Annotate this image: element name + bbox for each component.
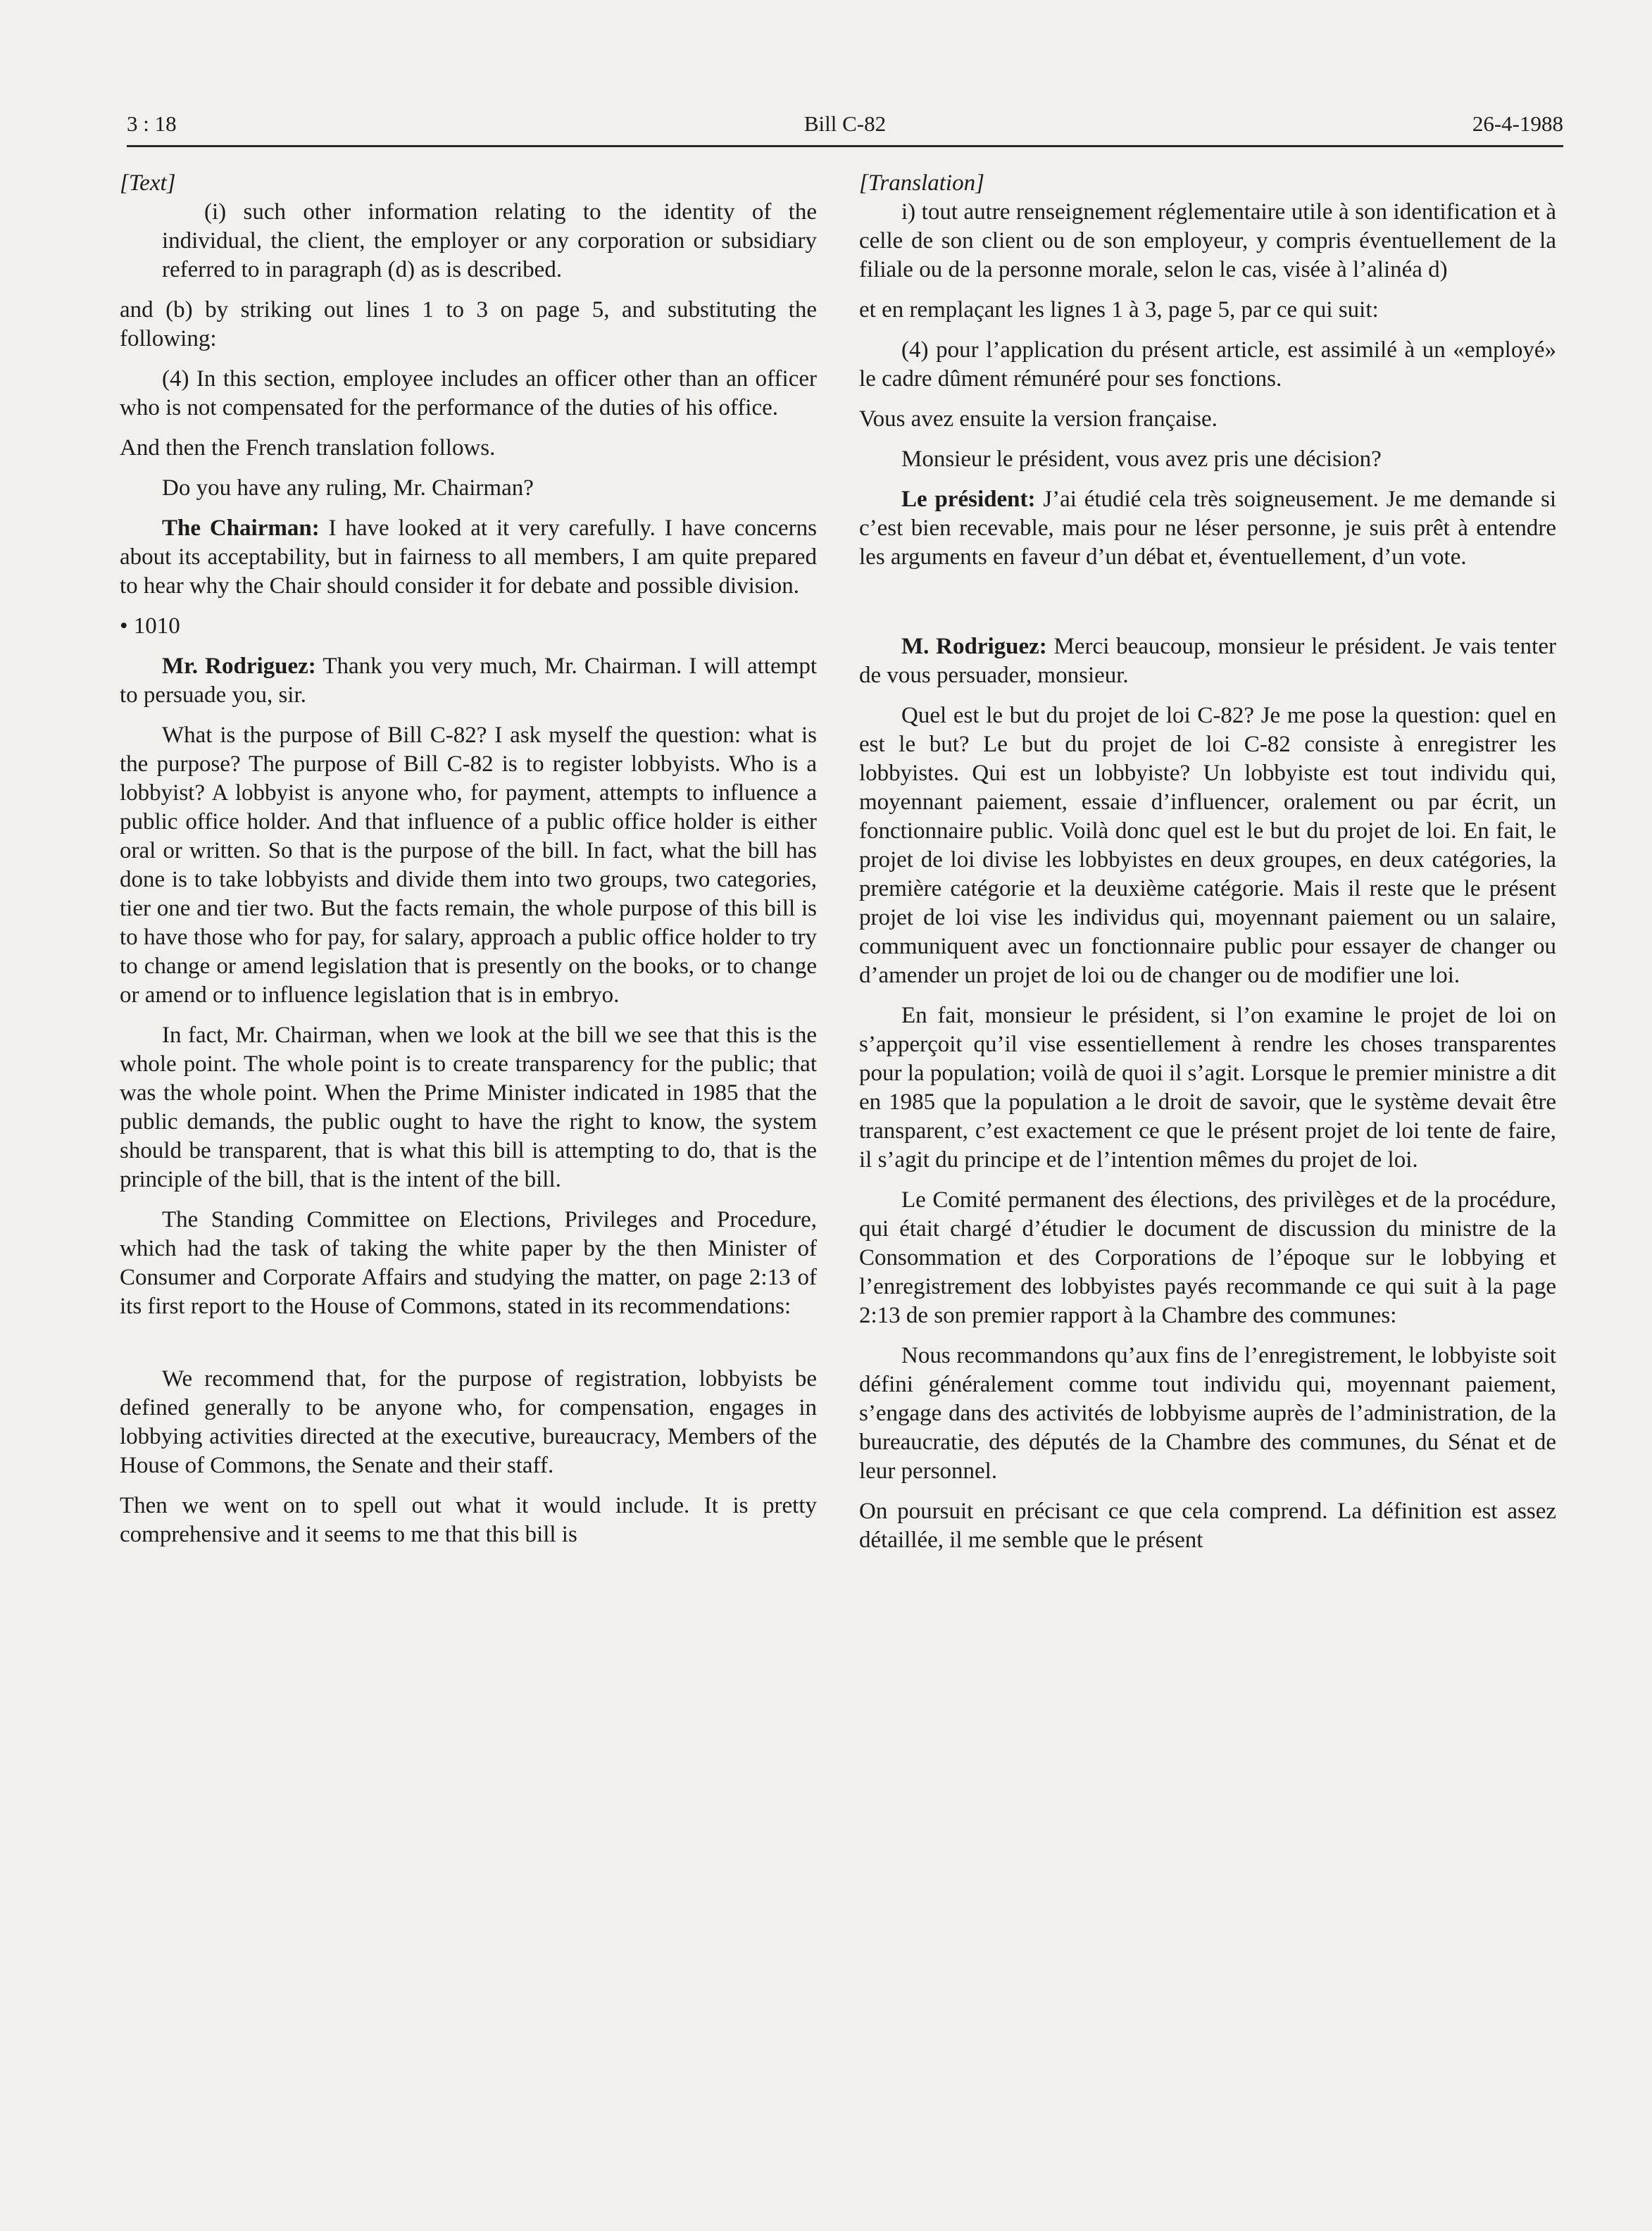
english-column (120, 169, 817, 1561)
paragraph-committee: The Standing Committee on Elections, Privileges and Procedure, which had the task of taking the white paper by the then Minister of Consumer and Corporate Affairs and studying the matter, on page 2:13 of its first report to the House of Commons, stated in its recommendations: (120, 1207, 817, 1319)
speaker-name: Le président: (901, 487, 1036, 512)
translation-label: [Translation] (859, 170, 984, 196)
speaker-name: M. Rodriguez: (901, 634, 1047, 659)
paragraph-purpose: Quel est le but du projet de loi C-82? Je me pose la question: quel en est le but? Le but du projet de loi C-82 consiste à enregistrer les lobbyistes. Qui est un lobbyiste? Un lobbyiste est tout individu qui, moyennant paiement, essaie d’influencer, oralement ou par écrit, un fonctionnaire public. Voilà donc quel est le but du projet de loi. En fait, le projet de loi divise les lobbyistes en deux groupes, en deux catégories, la première catégorie et la deuxième catégorie. Mais il reste que le présent projet de loi vise les individus qui, moyennant paiement ou un salaire, communiquent avec un fonctionnaire public pour essayer de changer ou d’amender un projet de loi ou de changer ou de modifier une loi. (859, 703, 1556, 988)
ruling-question: Do you have any ruling, Mr. Chairman? (162, 475, 534, 501)
paragraph-continuation: Then we went on to spell out what it would include. It is pretty comprehensive and it seems to me that this bill is (120, 1493, 817, 1547)
paragraph-purpose: What is the purpose of Bill C-82? I ask myself the question: what is the purpose? The purpose of Bill C-82 is to register lobbyists. Who is a lobbyist? A lobbyist is anyone who, for payment, attempts to influence a public office holder. And that influence of a public office holder is either oral or written. So that is the purpose of the bill. In fact, what the bill has done is to take lobbyists and divide them into two groups, two categories, tier one and tier two. But the facts remain, the whole purpose of this bill is to have those who for pay, for salary, approach a public office holder to try to change or amend legislation that is presently on the books, or to change or amend or to influence legislation that is in embryo. (120, 723, 817, 1008)
item-i: i) tout autre renseignement réglementaire utile à son identification et à celle de son client ou de son employeur, y compris éventuellement de la filiale ou de la personne morale, selon le cas, visée à l’alinéa d) (859, 199, 1556, 282)
recommendation-quote: We recommend that, for the purpose of registration, lobbyists be defined generally to be anyone who, for compensation, engages in lobbying activities directed at the executive, bureaucracy, Members of the House of Commons, the Senate and their staff. (120, 1366, 817, 1478)
timestamp: • 1010 (120, 613, 180, 639)
paragraph-transparency: In fact, Mr. Chairman, when we look at the bill we see that this is the whole point. The whole point is to create transparency for the public; that was the whole point. When the Prime Minister indicated in 1985 that the public demands, the public ought to have the right to know, the system should be transparent, that is what this bill is attempting to do, that is the principle of the bill, that is the intent of the bill. (120, 1023, 817, 1192)
recommendation-quote: Nous recommandons qu’aux fins de l’enregistrement, le lobbyiste soit défini généralement comme tout individu qui, moyennant paiement, s’engage dans des activités de lobbyisme auprès de l’administration, de la bureaucratie, des députés de la Chambre des communes, du Sénat et de leur personnel. (859, 1343, 1556, 1484)
page-header (127, 111, 1563, 147)
remark-text: Thank you very much, Mr. Chairman. I will attempt to persuade you, sir. (120, 654, 818, 708)
rodriguez-remark (859, 632, 1556, 690)
amendment-b: et en remplaçant les lignes 1 à 3, page 5, par ce qui suit: (859, 297, 1379, 323)
chairman-remark (859, 485, 1556, 572)
remark-text: I have looked at it very carefully. I have concerns about its acceptability, but in fairness to all members, I am quite prepared to hear why the Chair should consider it for debate and possible division. (120, 515, 818, 599)
session-date: 26-4-1988 (1472, 111, 1563, 136)
subsection-4: (4) pour l’application du présent article, est assimilé à un «employé» le cadre dûment rémunéré pour ses fonctions. (859, 337, 1556, 392)
remark-text: J’ai étudié cela très soigneusement. Je me demande si c’est bien recevable, mais pour ne léser personne, je suis prêt à entendre les arguments en faveur d’un débat et, éventuellement, d’un vote. (859, 487, 1557, 570)
french-follows: Vous avez ensuite la version française. (859, 406, 1218, 432)
speaker-name: The Chairman: (162, 515, 320, 541)
french-column (859, 169, 1556, 1566)
chairman-remark (120, 514, 817, 601)
paragraph-continuation: On poursuit en précisant ce que cela comprend. La définition est assez détaillée, il me semble que le présent (859, 1499, 1556, 1553)
text-label: [Text] (120, 170, 176, 196)
paragraph-transparency: En fait, monsieur le président, si l’on examine le projet de loi on s’apperçoit qu’il vise essentiellement à rendre les choses transparentes pour la population; voilà de quoi il s’agit. Lorsque le premier ministre a dit en 1985 que la population a le droit de savoir, que le système devait être transparent, c’est exactement ce que le présent projet de loi tente de faire, il s’agit du principe et de l’intention mêmes du projet de loi. (859, 1003, 1556, 1173)
speaker-name: Mr. Rodriguez: (162, 654, 316, 679)
paragraph-committee: Le Comité permanent des élections, des privilèges et de la procédure, qui était chargé d’étudier le document de discussion du ministre de la Consommation et des Corporations de l’époque sur le lobbying et l’enregistrement des lobbyistes payés recommande ce qui suit à la page 2:13 de son premier rapport à la Chambre des communes: (859, 1187, 1556, 1328)
rodriguez-remark (120, 652, 817, 710)
page-number: 3 : 18 (127, 111, 177, 136)
item-i: (i) such other information relating to the identity of the individual, the client, the employer or any corporation or subsidiary referred to in paragraph (d) as is described. (162, 199, 817, 282)
ruling-question: Monsieur le président, vous avez pris une décision? (901, 446, 1382, 472)
french-follows: And then the French translation follows. (120, 435, 496, 461)
bill-title: Bill C-82 (803, 111, 887, 136)
remark-text: Merci beaucoup, monsieur le président. Je vais tenter de vous persuader, monsieur. (859, 634, 1556, 688)
amendment-b: and (b) by striking out lines 1 to 3 on page 5, and substituting the following: (120, 297, 817, 351)
subsection-4: (4) In this section, employee includes an officer other than an officer who is not compensated for the performance of the duties of his office. (120, 366, 817, 420)
